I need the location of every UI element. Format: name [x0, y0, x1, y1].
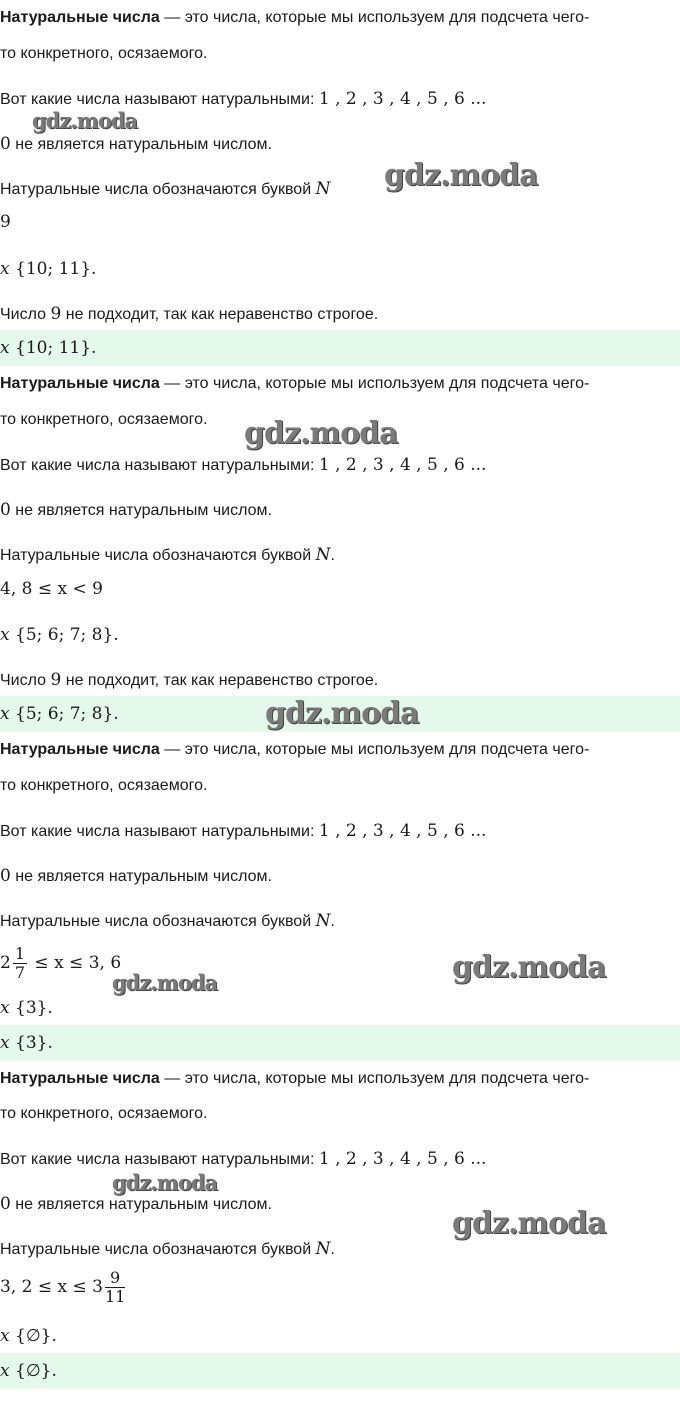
watermark: gdz.moda [32, 108, 138, 133]
answer-4: x {∅}. [0, 1353, 680, 1389]
answer-3: x {3}. [0, 1025, 680, 1061]
strict-note-1: Число 9 не подходит, так как неравенство строгое. [0, 304, 379, 324]
zero-line: 0 не является натуральным числом. [0, 866, 272, 886]
watermark: gdz.moda [452, 1206, 606, 1241]
examples-line: Вот какие числа называют натуральными: 1 , 2 , 3 , 4 , 5 , 6 ... [0, 89, 487, 109]
watermark: gdz.moda [452, 950, 606, 985]
definition-line-1: Натуральные числа — это числа, которые мы используем для подсчета чего- [0, 375, 590, 392]
watermark: gdz.moda [244, 416, 398, 451]
zero-line: 0 не является натуральным числом. [0, 134, 272, 154]
answer-2: x {5; 6; 7; 8}. [0, 696, 680, 732]
examples-line: Вот какие числа называют натуральными: 1 , 2 , 3 , 4 , 5 , 6 ... [0, 1149, 487, 1169]
fraction: $\frac{9}{11}$ [104, 1268, 126, 1307]
watermark: gdz.moda [384, 158, 538, 193]
watermark: gdz.moda [112, 1170, 218, 1195]
definition-line-2: то конкретного, осязаемого. [0, 1105, 208, 1122]
notation-line: Натуральные числа обозначаются буквой N [0, 179, 331, 199]
answer-1: x {10; 11}. [0, 330, 680, 366]
notation-line: Натуральные числа обозначаются буквой N. [0, 545, 335, 565]
definition-term: Натуральные числа [0, 9, 160, 26]
strict-note-2: Число 9 не подходит, так как неравенство строгое. [0, 670, 379, 690]
inequality-2: 4, 8 ≤ x < 9 [0, 579, 103, 599]
inequality-1: 9 [0, 212, 11, 232]
definition-line-2: то конкретного, осязаемого. [0, 45, 208, 62]
definition-term: Натуральные числа [0, 741, 160, 758]
zero-line: 0 не является натуральным числом. [0, 500, 272, 520]
notation-line: Натуральные числа обозначаются буквой N. [0, 911, 335, 931]
definition-line-2: то конкретного, осязаемого. [0, 411, 208, 428]
definition-line-2: то конкретного, осязаемого. [0, 777, 208, 794]
solution-2: x {5; 6; 7; 8}. [0, 625, 119, 645]
definition-term: Натуральные числа [0, 375, 160, 392]
examples-line: Вот какие числа называют натуральными: 1 , 2 , 3 , 4 , 5 , 6 ... [0, 821, 487, 841]
solution-1: x {10; 11}. [0, 259, 97, 279]
fraction: $\frac{1}{7}$ [14, 944, 26, 983]
inequality-3: 2 $\frac{1}{7}$ ≤ x ≤ 3, 6 [0, 944, 122, 983]
definition-line-1: Натуральные числа — это числа, которые мы используем для подсчета чего- [0, 1070, 590, 1087]
solution-3: x {3}. [0, 998, 53, 1018]
examples-line: Вот какие числа называют натуральными: 1 , 2 , 3 , 4 , 5 , 6 ... [0, 455, 487, 475]
definition-term: Натуральные числа [0, 1070, 160, 1087]
solution-4: x {∅}. [0, 1326, 57, 1346]
watermark: gdz.moda [265, 696, 419, 731]
definition-line-1: Натуральные числа — это числа, которые мы используем для подсчета чего- [0, 9, 590, 26]
watermark: gdz.moda [112, 970, 218, 995]
notation-line: Натуральные числа обозначаются буквой N. [0, 1239, 335, 1259]
definition-line-1: Натуральные числа — это числа, которые мы используем для подсчета чего- [0, 741, 590, 758]
zero-line: 0 не является натуральным числом. [0, 1194, 272, 1214]
inequality-4: 3, 2 ≤ x ≤ 3 $\frac{9}{11}$ [0, 1268, 126, 1307]
